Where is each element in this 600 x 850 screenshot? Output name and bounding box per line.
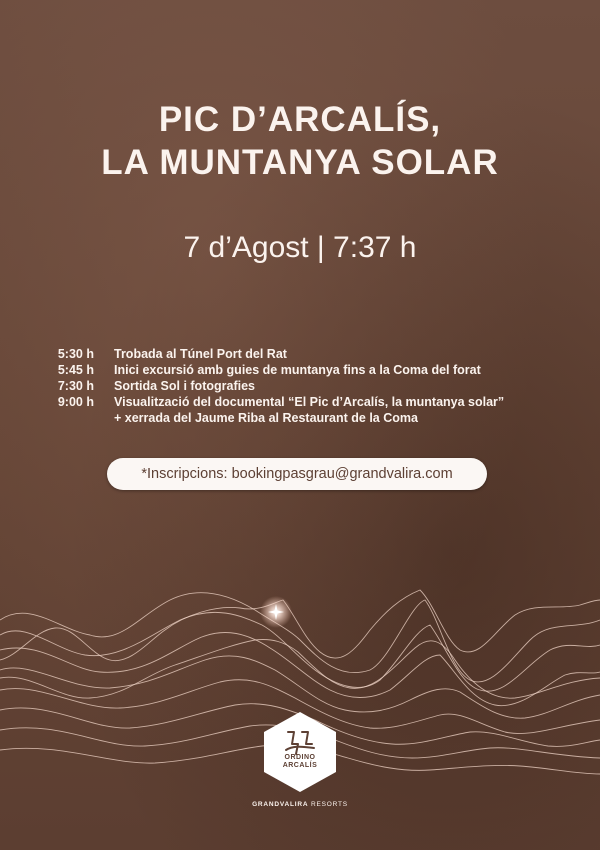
schedule-desc-continuation: + xerrada del Jaume Riba al Restaurant de la Coma [114,411,418,425]
logo-line-2: ARCALÍS [282,762,318,769]
logo-text [262,754,338,770]
schedule-item-continuation [0,410,600,426]
schedule-list [0,346,600,426]
schedule-time: 9:00 h [57,395,94,409]
schedule-time: 5:45 h [57,363,94,377]
brand-bold: GRANDVALIRA [252,801,309,808]
schedule-desc: Visualització del documental “El Pic d’Arcalís, la muntanya solar” [114,395,505,409]
event-title [0,98,600,184]
ordino-arcalis-logo [262,710,338,794]
inscription-email-link[interactable]: *Inscripcions: bookingpasgrau@grandvalira.com [107,458,487,490]
event-date-time: 7 d’Agost | 7:37 h [183,231,417,264]
schedule-time: 5:30 h [57,347,94,361]
schedule-item [0,394,600,410]
title-line-2: LA MUNTANYA SOLAR [101,143,499,182]
schedule-item [0,362,600,378]
brand-rest: RESORTS [308,801,348,808]
schedule-desc: Trobada al Túnel Port del Rat [114,347,287,361]
schedule-item [0,378,600,394]
schedule-desc: Sortida Sol i fotografies [114,379,255,393]
schedule-item [0,346,600,362]
schedule-time: 7:30 h [57,379,94,393]
schedule-desc: Inici excursió amb guies de muntanya fins a la Coma del forat [114,363,481,377]
grandvalira-brand [0,801,600,808]
title-line-1: PIC D’ARCALÍS, [158,100,442,139]
logo-line-1: ORDINO [284,754,316,761]
